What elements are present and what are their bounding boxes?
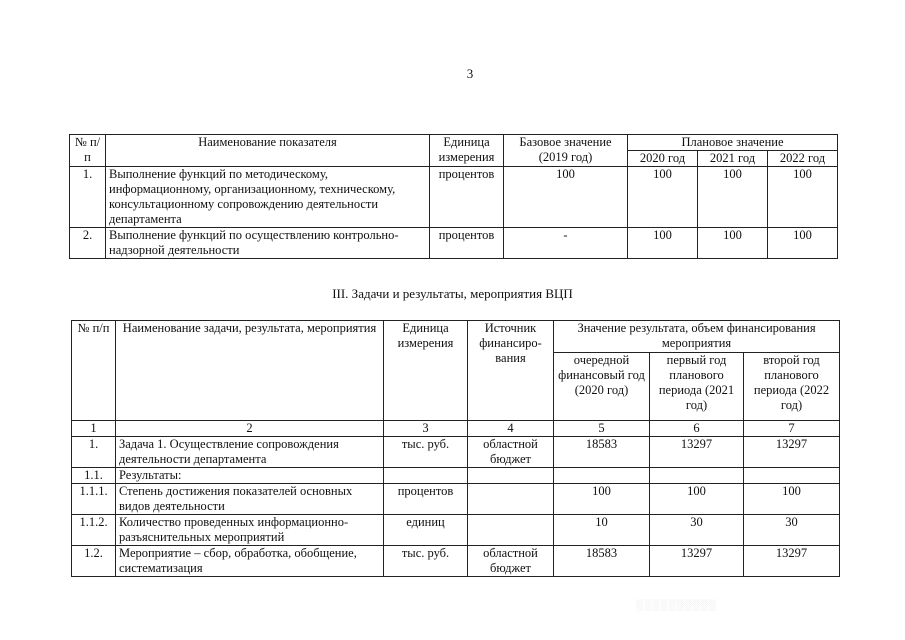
cell-year-1: 100 <box>554 484 650 515</box>
page-number: 3 <box>466 66 474 81</box>
cell-2022: 100 <box>768 228 838 259</box>
cell-2020: 100 <box>628 167 698 228</box>
cell-num: 1. <box>70 167 106 228</box>
header-planned: Плановое значение <box>628 135 838 151</box>
cell-unit: процентов <box>430 228 504 259</box>
cell-year-1: 10 <box>554 515 650 546</box>
cell-unit: тыс. руб. <box>384 437 468 468</box>
cell-year-2: 13297 <box>650 437 744 468</box>
faint-stamp-mark: ░░░░░░░░░░ <box>636 600 717 611</box>
cell-num: 1.1. <box>72 468 116 484</box>
column-number-row <box>72 421 840 437</box>
cell-num: 1.1.1. <box>72 484 116 515</box>
col-number: 6 <box>650 421 744 437</box>
cell-name: Выполнение функций по методическому, информационному, организационному, техническому, консультационному сопровождению деятельности департамента <box>106 167 430 228</box>
header-2021: 2021 год <box>698 151 768 167</box>
cell-2022: 100 <box>768 167 838 228</box>
table-row <box>70 228 838 259</box>
cell-name: Результаты: <box>116 468 384 484</box>
cell-unit: процентов <box>430 167 504 228</box>
cell-year-3: 13297 <box>744 437 840 468</box>
col-number: 7 <box>744 421 840 437</box>
cell-source <box>468 468 554 484</box>
cell-year-3 <box>744 468 840 484</box>
cell-2021: 100 <box>698 228 768 259</box>
col-number: 2 <box>116 421 384 437</box>
cell-year-3: 30 <box>744 515 840 546</box>
table-header-row <box>72 321 840 353</box>
col-number: 1 <box>72 421 116 437</box>
table-row <box>70 167 838 228</box>
header-source: Источник финансиро-вания <box>468 321 554 421</box>
cell-source <box>468 484 554 515</box>
section-title: III. Задачи и результаты, мероприятия ВЦП <box>332 286 573 301</box>
cell-unit: единиц <box>384 515 468 546</box>
col-number: 3 <box>384 421 468 437</box>
header-2022: 2022 год <box>768 151 838 167</box>
cell-unit: тыс. руб. <box>384 546 468 577</box>
indicators-table <box>69 134 838 259</box>
cell-unit: процентов <box>384 484 468 515</box>
cell-num: 1.1.2. <box>72 515 116 546</box>
cell-year-3: 100 <box>744 484 840 515</box>
header-unit: Единица измерения <box>430 135 504 167</box>
header-year-1: очередной финансовый год (2020 год) <box>554 353 650 421</box>
header-year-3: второй год планового периода (2022 год) <box>744 353 840 421</box>
header-2020: 2020 год <box>628 151 698 167</box>
cell-year-2 <box>650 468 744 484</box>
header-value: Значение результата, объем финансирования мероприятия <box>554 321 840 353</box>
cell-num: 1.2. <box>72 546 116 577</box>
cell-2020: 100 <box>628 228 698 259</box>
cell-year-2: 13297 <box>650 546 744 577</box>
table-row <box>72 484 840 515</box>
header-num: № п/п <box>70 135 106 167</box>
cell-name: Задача 1. Осуществление сопровождения деятельности департамента <box>116 437 384 468</box>
col-number: 4 <box>468 421 554 437</box>
cell-2021: 100 <box>698 167 768 228</box>
table-header-row <box>70 135 838 151</box>
cell-name: Степень достижения показателей основных видов деятельности <box>116 484 384 515</box>
table-row <box>72 515 840 546</box>
col-number: 5 <box>554 421 650 437</box>
cell-year-1 <box>554 468 650 484</box>
tasks-table <box>71 320 840 577</box>
cell-base: - <box>504 228 628 259</box>
cell-source: областной бюджет <box>468 546 554 577</box>
cell-unit <box>384 468 468 484</box>
header-name: Наименование показателя <box>106 135 430 167</box>
header-name: Наименование задачи, результата, мероприятия <box>116 321 384 421</box>
cell-num: 2. <box>70 228 106 259</box>
header-unit: Единица измерения <box>384 321 468 421</box>
cell-year-2: 100 <box>650 484 744 515</box>
table-row <box>72 468 840 484</box>
cell-base: 100 <box>504 167 628 228</box>
cell-name: Выполнение функций по осуществлению контрольно-надзорной деятельности <box>106 228 430 259</box>
cell-year-1: 18583 <box>554 546 650 577</box>
header-base: Базовое значение (2019 год) <box>504 135 628 167</box>
cell-name: Мероприятие – сбор, обработка, обобщение, систематизация <box>116 546 384 577</box>
header-num: № п/п <box>72 321 116 421</box>
cell-year-2: 30 <box>650 515 744 546</box>
cell-year-3: 13297 <box>744 546 840 577</box>
cell-source: областной бюджет <box>468 437 554 468</box>
cell-year-1: 18583 <box>554 437 650 468</box>
cell-name: Количество проведенных информационно-разъяснительных мероприятий <box>116 515 384 546</box>
table-row <box>72 437 840 468</box>
cell-source <box>468 515 554 546</box>
header-year-2: первый год планового периода (2021 год) <box>650 353 744 421</box>
table-row <box>72 546 840 577</box>
cell-num: 1. <box>72 437 116 468</box>
